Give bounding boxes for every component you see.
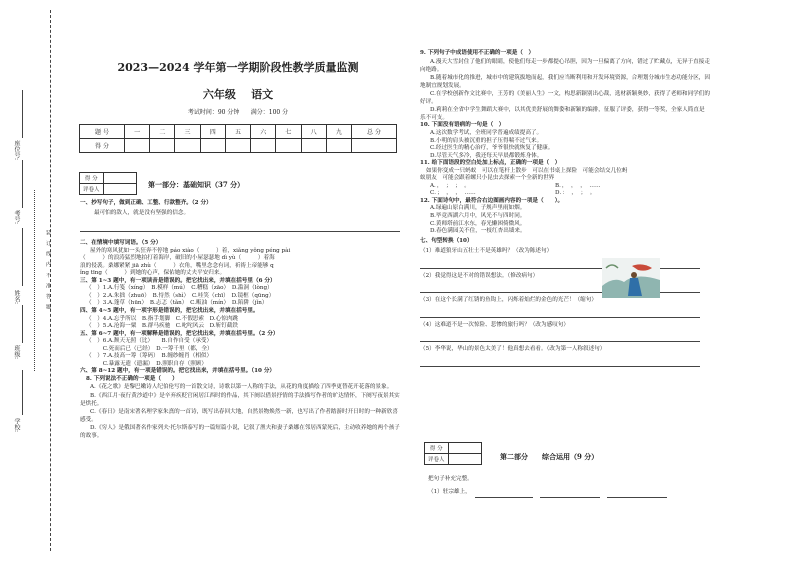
q7-item-2: （2）我觉得这是不对的错误想法。（修改病句） (420, 272, 539, 279)
name-label: 姓名: (13, 290, 20, 305)
q9-option-c: C.在学校创新作文比赛中，王芳的《美丽人生》一文，构思新颖别出心裁，选材新颖奥妙，获得了老师和同学们的好评。 (420, 90, 710, 106)
q8-option-a: A.《花之歌》是黎巴嫩诗人纪伯伦写的一首散文诗，诗歌以第一人称的手法，从花的角度描绘了四季更替花开花落的景象。 (90, 384, 393, 391)
score-table-header-row (80, 125, 397, 139)
score-header-cell: 五 (225, 125, 250, 139)
q10-option-c: C.经过医生的精心治疗，爷爷很快就恢复了健康。 (430, 145, 554, 152)
q1-writing-line[interactable] (80, 218, 400, 232)
q5-item: C.死而后已（已经） D.一筹千里（都，全） (86, 345, 213, 352)
exam-number-field[interactable] (22, 160, 23, 208)
score-header-cell: 九 (326, 125, 351, 139)
q8-stem: 8. 下列说法不正确的一项是（ ） (86, 375, 178, 382)
grader-score-cell[interactable] (103, 173, 136, 184)
q2-heading: 二、在情境中填写词语。（5 分） (80, 240, 162, 247)
q5-item: C.暴露无遗（遗漏） D.照职自存（照顾） (86, 360, 207, 367)
score-header-cell: 三 (175, 125, 200, 139)
score-cell[interactable] (125, 139, 150, 153)
score-header-cell: 一 (125, 125, 150, 139)
q8-option-d: D.《穷人》是俄国著名作家列夫·托尔斯泰写的一篇短篇小说，记叙了渔夫和妻子桑娜在邻居西蒙死后，主动收养她的两个孩子的故事。 (80, 425, 400, 440)
q11-option-d: D．： ， ； 。 (555, 190, 596, 197)
score-cell[interactable] (301, 139, 326, 153)
score-cell[interactable] (175, 139, 200, 153)
q7-heading: 七、句型转换（10） (420, 237, 473, 244)
q3-heading: 三、第 1~3 题中，有一项读音是错误的。把它找出来，并填在括号里（6 分） (80, 277, 276, 284)
q7-item-3: （3）在这个长满了红锈的鱼钩上，闪烁着灿烂的金色的光芒！（缩句） (420, 297, 597, 304)
seat-number-field[interactable] (22, 90, 23, 138)
q12-option-a: A.绿遍山原白满川，子规声里雨如烟。 (430, 205, 526, 212)
q9-stem: 9. 下列句子中成语使用不正确的一项是（ ） (420, 50, 535, 56)
score-table (79, 124, 397, 153)
grader-table-part2 (424, 442, 482, 465)
score-row-label: 得 分 (80, 139, 125, 153)
q4-item: （ ）5.A.沧海一粟 B.群马疾驰 C.叱咤风云 D.斩钉截铁 (86, 323, 239, 330)
page-title: 2023—2024 学年第一学期阶段性教学质量监测 (117, 61, 359, 74)
q10-stem: 10. 下面没有语病的一句是（ ） (420, 122, 505, 129)
page-subtitle: 六年级 语文 (202, 88, 274, 101)
score-cell[interactable] (225, 139, 250, 153)
q4-heading: 四、第 4~5 题中，有一项字形是错误的，把它找出来，并填在括号里。 (80, 308, 259, 315)
q1-heading: 一、抄写句子，做到正确、工整、行款整齐。（2 分） (80, 200, 212, 206)
q12-stem: 12. 下面诗句中，最符合右边图画内容的一项是（ ）。 (420, 197, 564, 204)
score-cell[interactable] (150, 139, 175, 153)
q9-option-b: B.随着城市化的推进，城市中的建筑拔地而起，我们应当断利用和开发环境资源，合理划分城市生态功能分区，因地制宜规划发展。 (420, 74, 710, 89)
score-header-cell: 题 号 (80, 125, 125, 139)
score-header-cell: 总 分 (352, 125, 397, 139)
score-cell[interactable] (200, 139, 225, 153)
score-cell[interactable] (326, 139, 351, 153)
seat-number-label: 座位号: (13, 140, 20, 161)
q5-item: （ ）7.A.技高一筹（筹码） B.缠纱缠肖（相似） (86, 353, 213, 360)
name-field[interactable] (22, 228, 23, 286)
q5-heading: 五、第 6~7 题中，有一项解释是错误的，把它找出来，并填在括号里。（2 分） (80, 330, 279, 337)
q11-option-b: B．， ， ， …… (555, 182, 601, 189)
part2-blank-1[interactable] (475, 497, 533, 498)
q2-line: ǐng tīng（ ）到她的心声，保佑她的丈夫平安归来。 (80, 270, 226, 277)
q7-answer-line-5[interactable] (420, 354, 700, 367)
school-label: 学校: (13, 418, 20, 433)
q2-line: 浪的侵袭。桑娜紧紧 jiā zhù（ ）衣角，嘴里念念有词，祈祷上帝能够 q (80, 262, 274, 269)
exam-info: 考试时间：90 分钟 满分：100 分 (187, 109, 289, 116)
q8-option-c: C.《春日》是南宋著名理学家朱熹的一首诗，既写出春回大地，自然景物焕然一新，也写出了作者踏游时开日时的一种新欣喜感受。 (80, 408, 398, 423)
q11-option-c: C．； ， ， …… (430, 190, 476, 197)
score-cell[interactable] (352, 139, 397, 153)
q12-option-d: D.春色满园关不住，一枝红杏出墙来。 (430, 228, 526, 235)
grader-table-part1 (79, 172, 137, 195)
class-field[interactable] (22, 305, 23, 343)
q11-text-line: 蚁朋友 可能会跟着螺只小昆虫去探索一个全新的世界 (420, 175, 555, 182)
binding-margin (0, 0, 62, 561)
part2-item-1: （1）驻宗雄上， (428, 489, 471, 495)
q11-text-line: 如果你变成一只蚂蚁 可以在笔杆上散步 可以在书桌上探险 可能会结交几位蚂 (426, 167, 628, 174)
score-header-cell: 八 (301, 125, 326, 139)
q3-item: （ ）2.A.朱拙（zhuō） B.恃然（shì） C.哇笑（chī） D.镜框（qūng） (86, 292, 275, 299)
q7-item-5: （5）李华说，华山的景色太美了！他真想去看看。（改为第一人称叙述句） (420, 346, 606, 353)
part2-instruction: 把句子补充完整。 (428, 476, 473, 482)
score-cell[interactable] (251, 139, 276, 153)
q11-option-a: A．， ； ； 。 (430, 182, 470, 189)
score-header-cell: 六 (251, 125, 276, 139)
q7-item-4: （4）这难道不是一次惊险、悲惨的旅行吗？（改为感叹句） (420, 321, 569, 328)
landscape-painting-image (602, 258, 660, 298)
q10-option-a: A.这次数学考试，全班同学普遍成绩提高了。 (430, 129, 543, 136)
grader-name-label: 评卷人 (80, 184, 104, 195)
grader-name-label: 评卷人 (425, 454, 449, 465)
part2-blank-3[interactable] (607, 497, 667, 498)
part2-title: 第二部分 综合运用（9 分） (500, 452, 599, 461)
inner-seal-line (34, 190, 35, 371)
q5-item: （ ）6.A.颓天无照（比） B.自作自受（承受） (86, 338, 213, 345)
q12-option-c: C.黄师塔前江水东，春光懒困倚微风。 (430, 220, 526, 227)
q6-heading: 六、第 8~12 题中，有一项是错误的。把它找出来，并填在括号里。（10 分） (80, 368, 276, 375)
q2-line: 屋外的寒风犹如一头狂奔不停地 páo xiào（ ）着，xiǎng yǒng péng pài (90, 247, 291, 254)
q10-option-d: D.尽管天气多冷，我还每天早晨都锻炼身体。 (430, 152, 543, 159)
part1-title: 第一部分：基础知识（37 分） (148, 180, 245, 189)
score-header-cell: 四 (200, 125, 225, 139)
grader-name-cell[interactable] (103, 184, 136, 195)
grader-name-cell[interactable] (448, 454, 481, 465)
grader-score-cell[interactable] (448, 443, 481, 454)
part2-blank-2[interactable] (540, 497, 600, 498)
q8-option-b: B.《西江月·夜行黄沙道中》是辛弃疾贬官闲居江西时的作品，其下阕以借景抒情的手法描写作者的旷达情怀，下阕写夜景其实是烘托。 (80, 392, 400, 407)
q1-sentence: 最可怕的敌人，就是没有坚强的信念。 (94, 209, 190, 216)
q4-item: （ ）4.A.忘乎所以 B.指手划脚 C.不假思索 D.心惊肉跳 (86, 315, 239, 322)
q3-item: （ ）3.A.蓬草（hūn） B.忐忑（tǎn） C.畈油（mín） D.陷阱（jǐn） (86, 300, 268, 307)
q9-option-d: D.莉莉在全省中学生舞蹈大赛中，以其优美舒展的舞姿和新颖的编排，征服了评委，获得一等奖，全家人简直是乐不可支。 (420, 107, 705, 122)
q3-item: （ ）1.A.行笺（xíng） B.模样（mú） C.糟糕（zāo） D.滥洞（lòng） (86, 285, 273, 292)
school-field[interactable] (22, 370, 23, 415)
q10-option-b: B.小明的肩头被沉重的担子压得喘不过气来。 (430, 137, 543, 144)
q7-item-1: （1）难道狼牙山五壮士不是英雄吗？（改为陈述句） (420, 248, 553, 255)
grader-score-label: 得 分 (80, 173, 104, 184)
class-label: 班级: (13, 345, 20, 360)
grader-score-label: 得 分 (425, 443, 449, 454)
q2-line: （ ）的浪涛猛烈地拍打着海岸，破旧的小屋瑟瑟地 dì yù（ ）着海 (80, 255, 275, 262)
q12-option-b: B.毕竟西湖六月中，风光不与四时同。 (430, 212, 526, 219)
seal-text: 装 订 线 内 不 准 答 题 (45, 230, 51, 312)
score-table-score-row (80, 139, 397, 153)
q11-stem: 11. 给下面语段的空白处加上标点，正确的一项是（ ） (420, 160, 561, 167)
q7-answer-line-4[interactable] (420, 329, 700, 342)
score-header-cell: 二 (150, 125, 175, 139)
score-cell[interactable] (276, 139, 301, 153)
q9-option-a: A.漫天大雪封住了他们的眼睛，使他们每走一步都提心吊胆，因为一旦偏离了方向，错过了贮藏点，无异于直接走向绝路。 (420, 58, 710, 73)
exam-number-label: 考号: (13, 210, 20, 225)
score-header-cell: 七 (276, 125, 301, 139)
q7-answer-line-3[interactable] (420, 305, 700, 318)
